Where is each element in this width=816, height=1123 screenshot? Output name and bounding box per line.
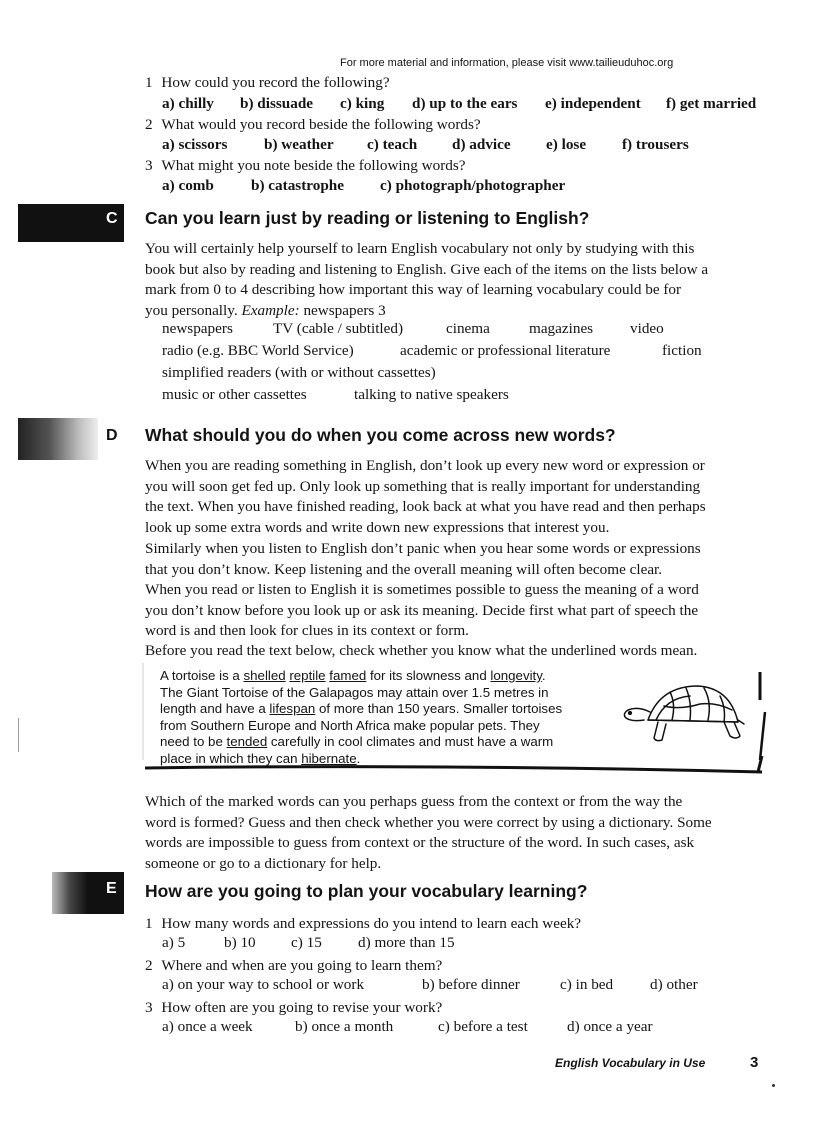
- underlined-word: lifespan: [269, 701, 316, 716]
- option: b) before dinner: [422, 976, 520, 993]
- option: c) in bed: [560, 976, 614, 993]
- option: b) 10: [224, 934, 256, 951]
- section-e-title: How are you going to plan your vocabulary learning?: [145, 881, 588, 901]
- list-item: fiction: [662, 342, 702, 359]
- question-number: 1: [145, 74, 153, 91]
- option: b) catastrophe: [251, 177, 344, 194]
- section-d-paragraph: Similarly when you listen to English don’t panic when you hear some words or expressions that you don’t know. Keep listening and the overall meaning will often become clear.: [145, 540, 701, 578]
- question-1: [145, 913, 581, 934]
- question-number: 1: [145, 915, 153, 932]
- option: d) advice: [452, 136, 511, 153]
- underlined-word: famed: [329, 668, 367, 683]
- option: f) get married: [666, 95, 757, 112]
- question-3: [145, 997, 442, 1018]
- question-text: How many words and expressions do you intend to learn each week?: [161, 915, 582, 932]
- list-item: academic or professional literature: [400, 342, 611, 359]
- option: a) comb: [162, 177, 214, 194]
- section-d-paragraph: When you read or listen to English it is sometimes possible to guess the meaning of a word you don’t know before you look up or ask its meaning. Decide first what part of speech the word is and then look for clues in its context or form.: [145, 581, 699, 639]
- section-e-letter: E: [106, 880, 117, 897]
- section-c-intro: You will certainly help yourself to learn English vocabulary not only by studying with this book but also by reading and listening to English. Give each of the items on the lists below a mark from 0 to 4 describing how important this way of learning vocabulary could be for you personally. Example: newspapers 3: [145, 240, 709, 319]
- question-3: [145, 155, 466, 176]
- list-row: [162, 342, 722, 362]
- question-number: 2: [145, 116, 153, 133]
- tortoise-illustration: [620, 680, 746, 754]
- question-text: How often are you going to revise your work?: [161, 999, 443, 1016]
- footer-book-title: English Vocabulary in Use: [555, 1056, 706, 1070]
- list-item: cinema: [446, 320, 490, 337]
- section-d-title: What should you do when you come across new words?: [145, 425, 616, 445]
- list-item: radio (e.g. BBC World Service): [162, 342, 354, 359]
- option: c) teach: [367, 136, 418, 153]
- section-d-marker: [18, 418, 98, 460]
- option: b) once a month: [295, 1018, 394, 1035]
- option: a) chilly: [162, 95, 214, 112]
- page-number: 3: [750, 1054, 759, 1071]
- list-item: magazines: [529, 320, 594, 337]
- section-c-title: Can you learn just by reading or listening to English?: [145, 208, 590, 228]
- section-d-paragraph: When you are reading something in English, don’t look up every new word or expression or you will soon get fed up. Only look up something that is really important for understanding the text. When you have finished reading, look back at what you have read and then perhaps look up some extra words and write down new expressions that interest you.: [145, 457, 706, 536]
- question-number: 2: [145, 957, 153, 974]
- option: c) king: [340, 95, 385, 112]
- option: e) lose: [546, 136, 587, 153]
- option: a) on your way to school or work: [162, 976, 365, 993]
- list-item: talking to native speakers: [354, 386, 509, 403]
- header-note: For more material and information, please visit www.tailieuduhoc.org: [340, 57, 674, 69]
- underlined-word: longevity: [490, 668, 542, 683]
- option: c) before a test: [438, 1018, 528, 1035]
- underlined-word: shelled: [243, 668, 286, 683]
- scan-speck: [772, 1084, 775, 1087]
- option: a) scissors: [162, 136, 228, 153]
- question-text: How could you record the following?: [161, 74, 390, 91]
- example-label: Example:: [241, 301, 300, 319]
- section-d-paragraph: Before you read the text below, check whether you know what the underlined words mean.: [145, 642, 698, 659]
- option: c) 15: [291, 934, 322, 951]
- list-item: newspapers: [162, 320, 233, 337]
- example-text: newspapers 3: [303, 301, 386, 319]
- option: d) more than 15: [358, 934, 455, 951]
- question-text: What would you record beside the following words?: [161, 116, 481, 133]
- question-2: [145, 114, 481, 135]
- question-2: [145, 955, 442, 976]
- list-row: [162, 320, 722, 340]
- section-d-followup: Which of the marked words can you perhaps guess from the context or from the way the word is formed? Guess and then check whether you were correct by using a dictionary. Some words are impossible to guess from context or the structure of the word. In such cases, ask someone or go to a dictionary for help.: [145, 793, 712, 872]
- underlined-word: tended: [226, 734, 268, 749]
- option: f) trousers: [622, 136, 689, 153]
- question-text: What might you note beside the following words?: [161, 157, 466, 174]
- list-item: video: [630, 320, 664, 337]
- underlined-word: hibernate: [301, 750, 357, 766]
- tortoise-passage: A tortoise is a shelled reptile famed for its slowness and longevity. The Giant Tortoise of the Galapagos may attain over 1.5 metres in length and have a lifespan of more than 150 years. Smaller tortoises from Southern Europe and North Africa make popular pets. They need to be tended carefully in cool climates and must have a warm place in which they can hibernate.: [160, 668, 563, 766]
- list-row: [162, 386, 722, 406]
- option: d) other: [650, 976, 698, 993]
- list-item: TV (cable / subtitled): [273, 320, 404, 337]
- option: d) up to the ears: [412, 95, 518, 112]
- question-number: 3: [145, 157, 153, 174]
- option: e) independent: [545, 95, 641, 112]
- question-number: 3: [145, 999, 153, 1016]
- underlined-word: reptile: [289, 668, 326, 683]
- option: d) once a year: [567, 1018, 653, 1035]
- option: a) once a week: [162, 1018, 253, 1035]
- option: b) dissuade: [240, 95, 314, 112]
- option: c) photograph/photographer: [380, 177, 566, 194]
- list-row: [162, 364, 436, 382]
- option: a) 5: [162, 934, 186, 951]
- list-item: music or other cassettes: [162, 386, 307, 403]
- scan-mark: [18, 718, 19, 752]
- section-c-letter: C: [106, 210, 118, 227]
- list-item: simplified readers (with or without cassettes): [162, 364, 436, 381]
- section-d-letter: D: [106, 427, 118, 444]
- option: b) weather: [264, 136, 334, 153]
- question-text: Where and when are you going to learn them?: [161, 957, 443, 974]
- question-1: [145, 72, 390, 93]
